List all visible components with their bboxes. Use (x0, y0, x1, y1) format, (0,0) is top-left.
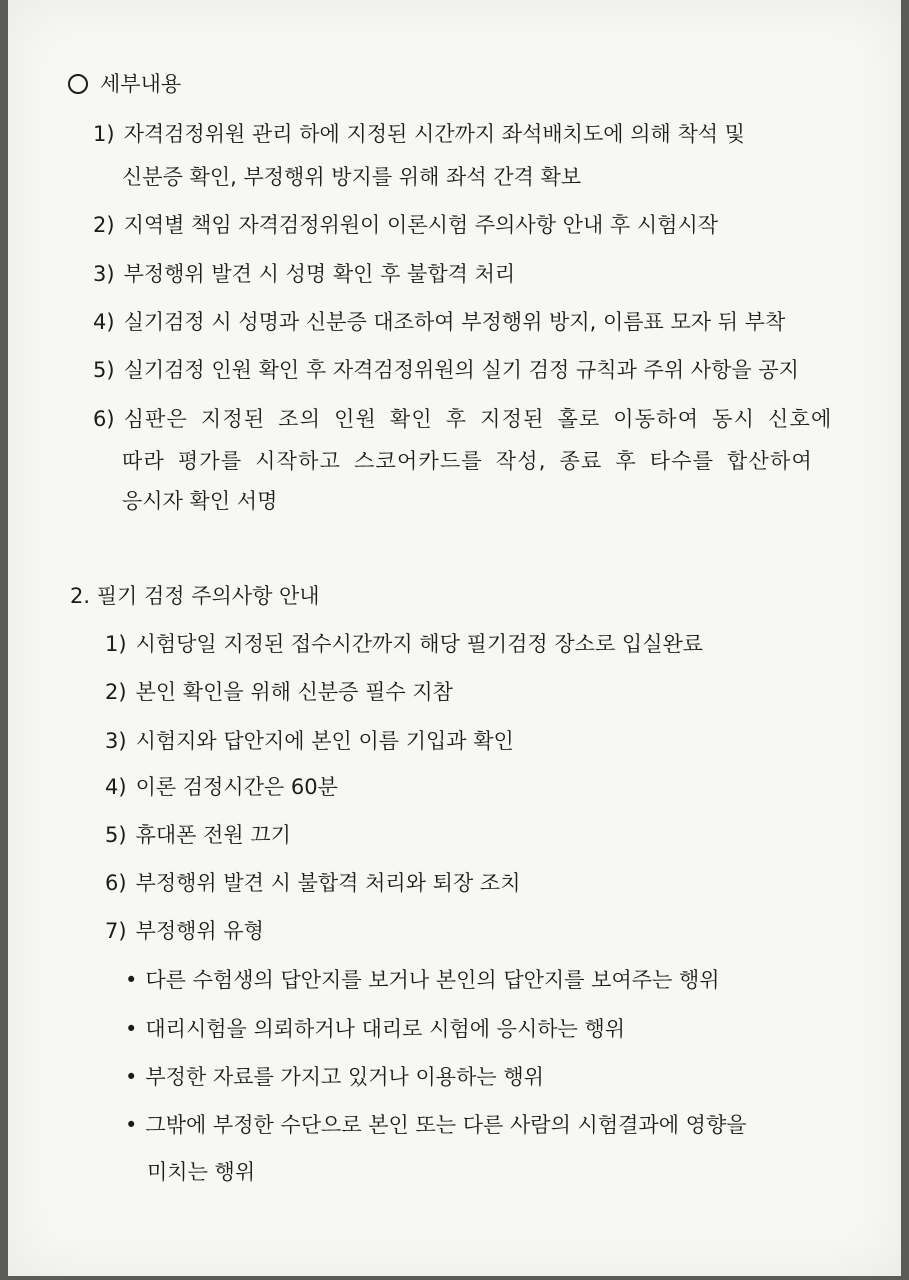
detail-item-6-line-2: 따라 평가를 시작하고 스코어카드를 작성, 종료 후 타수를 합산하여 (122, 449, 813, 473)
bullet-dot-icon: • (125, 968, 138, 992)
bullet-dot-icon: • (125, 1017, 138, 1041)
detail-item-2: 2) 지역별 책임 자격검정위원이 이론시험 주의사항 안내 후 시험시작 (93, 213, 719, 237)
bullet-dot-icon: • (125, 1065, 138, 1089)
bullet-dot-icon: • (125, 1113, 138, 1137)
cheating-type-2: • 대리시험을 의뢰하거나 대리로 시험에 응시하는 행위 (125, 1017, 626, 1041)
detail-item-1: 1) 자격검정위원 관리 하에 지정된 시간까지 좌석배치도에 의해 착석 및 (93, 122, 745, 146)
exam-item-4: 4) 이론 검정시간은 60분 (105, 775, 338, 799)
section-heading-details: 세부내용 (68, 74, 181, 95)
cheating-type-4 (125, 1115, 747, 1136)
exam-item-3: 3) 시험지와 답안지에 본인 이름 기입과 확인 (105, 729, 514, 753)
detail-item-5: 5) 실기검정 인원 확인 후 자격검정위원의 실기 검정 규칙과 주위 사항을 공지 (93, 358, 799, 382)
cheating-type-4-line-1: 그밖에 부정한 수단으로 본인 또는 다른 사람의 시험결과에 영향을 (145, 1113, 747, 1137)
cheating-type-1: • 다른 수험생의 답안지를 보거나 본인의 답안지를 보여주는 행위 (125, 968, 720, 992)
detail-item-4: 4) 실기검정 시 성명과 신분증 대조하여 부정행위 방지, 이름표 모자 뒤 부착 (93, 310, 786, 334)
cheating-type-4-line-2: 미치는 행위 (147, 1160, 256, 1184)
detail-item-6-line-3: 응시자 확인 서명 (122, 489, 278, 513)
exam-item-1: 1) 시험당일 지정된 접수시간까지 해당 필기검정 장소로 입실완료 (105, 632, 704, 656)
detail-item-6: 6) 심판은 지정된 조의 인원 확인 후 지정된 홀로 이동하여 동시 신호에 (93, 407, 833, 431)
detail-item-1-line-1: 자격검정위원 관리 하에 지정된 시간까지 좌석배치도에 의해 착석 및 (123, 122, 745, 146)
section-heading-written-exam: 2. 필기 검정 주의사항 안내 (70, 584, 320, 608)
exam-item-2: 2) 본인 확인을 위해 신분증 필수 지참 (105, 680, 453, 704)
circle-bullet-icon (68, 74, 88, 94)
detail-item-6-line-1: 심판은 지정된 조의 인원 확인 후 지정된 홀로 이동하여 동시 신호에 (123, 407, 833, 431)
exam-item-7: 7) 부정행위 유형 (105, 919, 264, 943)
exam-item-6: 6) 부정행위 발견 시 불합격 처리와 퇴장 조치 (105, 871, 521, 895)
cheating-type-3: • 부정한 자료를 가지고 있거나 이용하는 행위 (125, 1065, 544, 1089)
detail-item-1-line-2: 신분증 확인, 부정행위 방지를 위해 좌석 간격 확보 (122, 165, 582, 189)
exam-item-5: 5) 휴대폰 전원 끄기 (105, 823, 291, 847)
detail-item-3: 3) 부정행위 발견 시 성명 확인 후 불합격 처리 (93, 262, 516, 286)
